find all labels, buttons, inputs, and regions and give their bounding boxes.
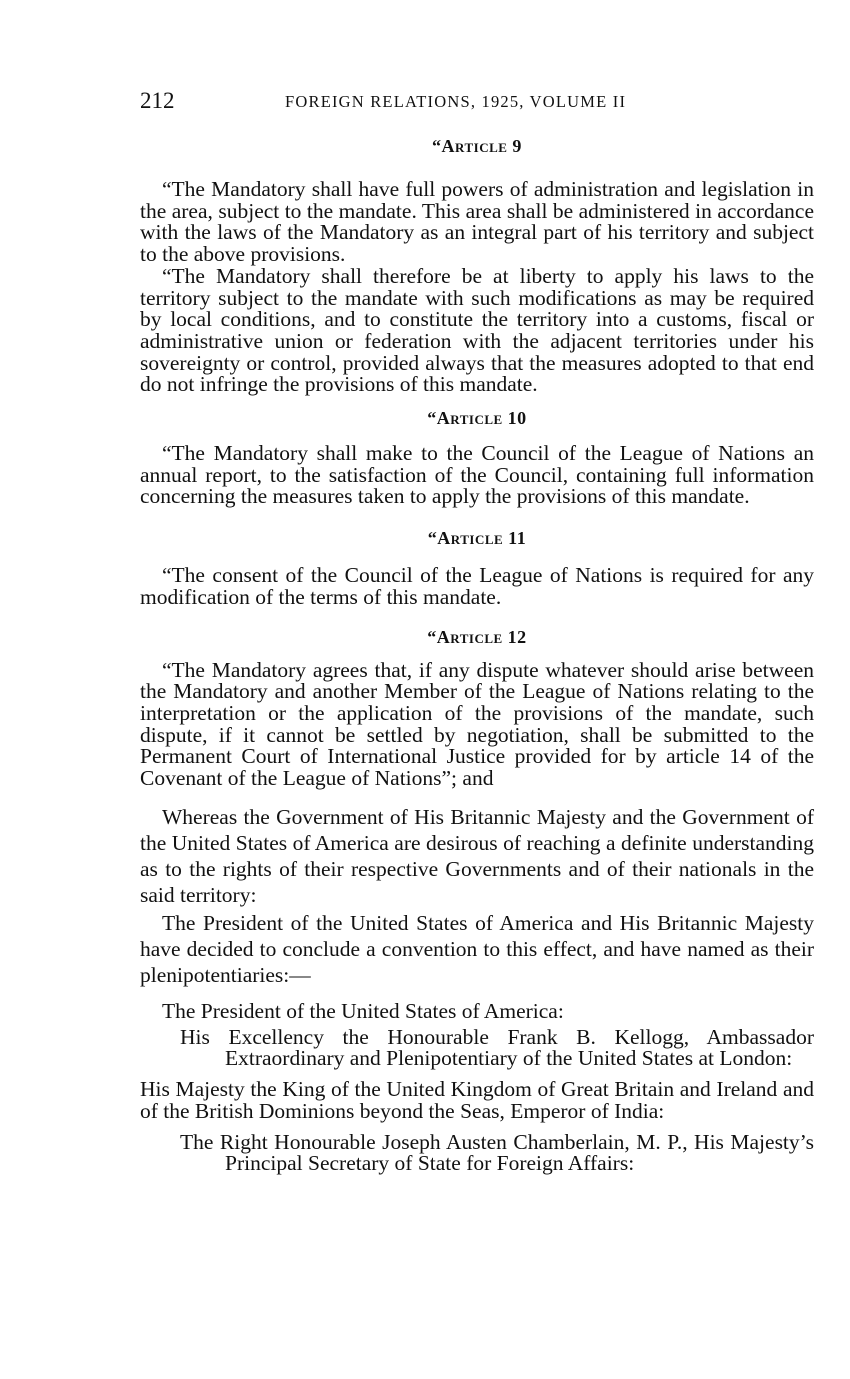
running-title: FOREIGN RELATIONS, 1925, VOLUME II (285, 92, 627, 111)
us-plenipotentiary: His Excellency the Honourable Frank B. Kellogg, Ambassador Extraordinary and Plenipotentiary of the United States at London: (180, 1024, 814, 1071)
article-11-paragraph: “The consent of the Council of the League of Nations is required for any modification of the terms of this mandate. (140, 563, 814, 609)
uk-plenipotentiary: The Right Honourable Joseph Austen Chamberlain, M. P., His Majesty’s Principal Secretary of State for Foreign Affairs: (180, 1129, 814, 1176)
article-10-heading: “Article 10 (427, 408, 527, 429)
article-12-paragraph: “The Mandatory agrees that, if any dispute whatever should arise between the Mandatory and another Member of the League of Nations relating to the interpretation or the application of the provisions of the mandate, such dispute, if it cannot be settled by negotiation, shall be submitted to the Permanent Court of International Justice provided for by article 14 of the Covenant of the League of Nations”; and (140, 657, 814, 791)
article-10-paragraph: “The Mandatory shall make to the Council of the League of Nations an annual report, to the satisfaction of the Council, containing full information concerning the measures taken to apply the provisions of this mandate. (140, 441, 814, 509)
page-number: 212 (140, 88, 175, 113)
article-9-paragraph-1: “The Mandatory shall have full powers of administration and legislation in the area, subject to the mandate. This area shall be administered in accordance with the laws of the Mandatory as an integral part of his territory and subject to the above provisions. (140, 177, 814, 267)
president-decided-paragraph: The President of the United States of America and His Britannic Majesty have decided to conclude a convention to this effect, and have named as their plenipotentiaries:— (140, 910, 814, 987)
article-12-heading: “Article 12 (427, 626, 527, 647)
article-11-heading: “Article 11 (427, 528, 527, 549)
us-party-line: The President of the United States of America: (162, 998, 564, 1023)
article-9-paragraph-2: “The Mandatory shall therefore be at liberty to apply his laws to the territory subject to the mandate with such modifications as may be required by local conditions, and to constitute the territory into a customs, fiscal or administrative union or federation with the adjacent territories under his sovereignty or control, provided always that the measures adopted to that end do not infringe the provisions of this mandate. (140, 263, 814, 397)
uk-party-paragraph: His Majesty the King of the United Kingdom of Great Britain and Ireland and of the British Dominions beyond the Seas, Emperor of India: (140, 1077, 814, 1123)
whereas-paragraph: Whereas the Government of His Britannic Majesty and the Government of the United States of America are desirous of reaching a definite understanding as to the rights of their respective Governments and of their nationals in the said territory: (140, 804, 814, 907)
document-page (140, 88, 814, 1176)
running-head (140, 88, 814, 120)
article-9-heading: “Article 9 (432, 136, 522, 156)
